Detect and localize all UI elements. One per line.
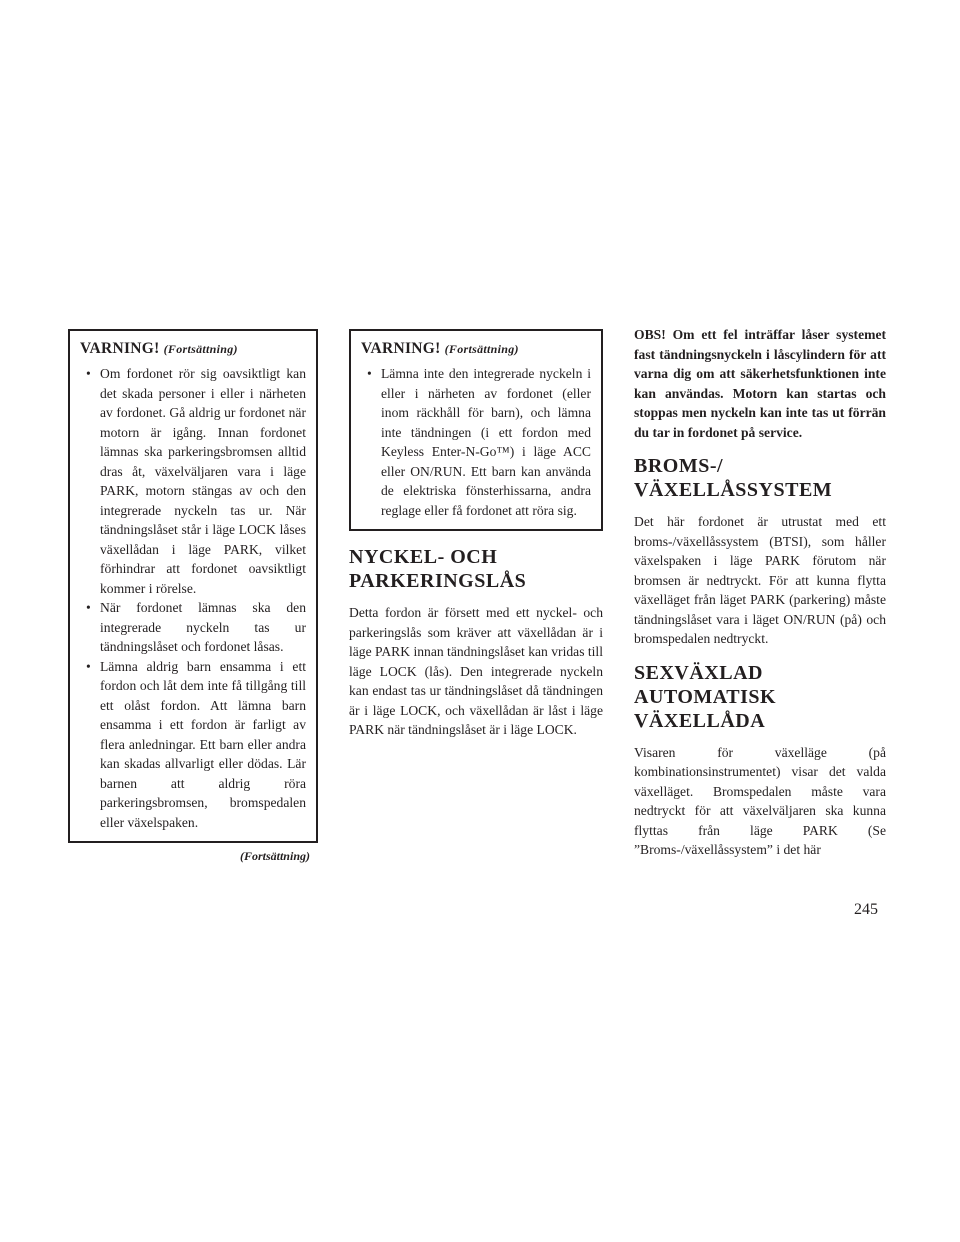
list-item — [80, 657, 306, 833]
list-item — [80, 598, 306, 657]
section-body: Detta fordon är försett med ett nyckel- och parkeringslås som kräver att växellådan är i läge PARK innan tändningslåset kan vridas till läge LOCK (lås). Den integrerade nyckeln kan endast tas ur tändningslåset då tändningen är i läge LOCK, och växellådan är låst i läge PARK när tändningslåset är i läge LOCK. — [349, 605, 603, 737]
warning-list — [80, 364, 306, 832]
section-body: Visaren för växelläge (på kombinationsinstrumentet) visar det valda växelläget. Bromspedalen måste vara nedtryckt för att växelväljaren ska kunna flyttas från läge PARK (Se ”Broms-/växellåssystem” i det här — [634, 744, 886, 857]
list-item — [361, 364, 591, 520]
section-heading: NYCKEL- OCH PARKERINGSLÅS — [349, 546, 527, 592]
list-item-text: Lämna inte den integrerade nyckeln i eller i närheten av fordonet (eller inom räckhåll för barn), och lämna inte tändningen (i ett fordon med Keyless Enter-N-Go™) i läge ACC eller ON/RUN. Ett barn kan använda de elektriska fönsterhissarna, andra reglage eller få fordonet att röra sig. — [381, 366, 591, 518]
list-item — [80, 364, 306, 598]
warning-label: VARNING! — [80, 340, 160, 357]
left-column — [68, 329, 318, 864]
middle-column — [349, 329, 603, 740]
bullet-icon: • — [367, 366, 372, 381]
section-heading: SEXVÄXLAD AUTOMATISK VÄXELLÅDA — [634, 661, 777, 732]
list-item-text: När fordonet lämnas ska den integrerade nyckeln tas ur tändningslåset och fordonet låsas. — [100, 600, 306, 654]
bullet-icon: • — [86, 600, 91, 615]
warning-title — [361, 339, 591, 359]
bullet-icon: • — [86, 366, 91, 381]
continued-label: (Fortsättning) — [163, 342, 238, 356]
warning-box-left — [68, 329, 318, 843]
continued-label: (Fortsättning) — [444, 342, 519, 356]
list-item-text: Om fordonet rör sig oavsiktligt kan det skada personer i eller i närheten av fordonet. Gå aldrig ur fordonet när motorn är igång. Innan fordonet lämnas ska parkeringsbromsen alltid dras åt, växelväljaren vara i läge PARK, motorn stängas av och den integrerade nyckeln tas ur. När tändningslåset står i läge LOCK låses växellådan i läge PARK, vilket förhindrar att fordonet oavsiktligt kommer i rörelse. — [100, 366, 306, 596]
section-body: Det här fordonet är utrustat med ett broms-/växellåssystem (BTSI), som håller växelspaken i läge PARK förutom när bromsen är nedtryckt. För att kunna flytta växelläget från läget PARK (parkering) måste tändningslåset vara i läget ON/RUN (på) och bromspedalen nedtryckt. — [634, 514, 886, 646]
warning-box-middle — [349, 329, 603, 531]
notice-text: OBS! Om ett fel inträffar låser systemet fast tändningsnyckeln i låscylindern för att varna dig om att säkerhetsfunktionen inte kan användas. Motorn kan startas och stoppas men nyckeln kan inte tas ut förrän du tar in fordonet på service. — [634, 327, 886, 440]
section-heading: BROMS-/ VÄXELLÅSSYSTEM — [634, 455, 833, 501]
list-item-text: Lämna aldrig barn ensamma i ett fordon och låt dem inte få tillgång till ett olåst fordon. Att lämna barn ensamma i ett fordon är farligt av flera anledningar. Ett barn eller andra kan skadas allvarligt eller dödas. Lär barnen att aldrig röra parkeringsbromsen, bromspedalen eller växelspaken. — [100, 658, 306, 830]
page-number: 245 — [854, 901, 878, 918]
bullet-icon: • — [86, 658, 91, 674]
warning-label: VARNING! — [361, 340, 441, 357]
warning-title — [80, 339, 306, 359]
warning-list — [361, 364, 591, 520]
continued-footer: (Fortsättning) — [239, 849, 310, 863]
right-column — [634, 325, 886, 860]
